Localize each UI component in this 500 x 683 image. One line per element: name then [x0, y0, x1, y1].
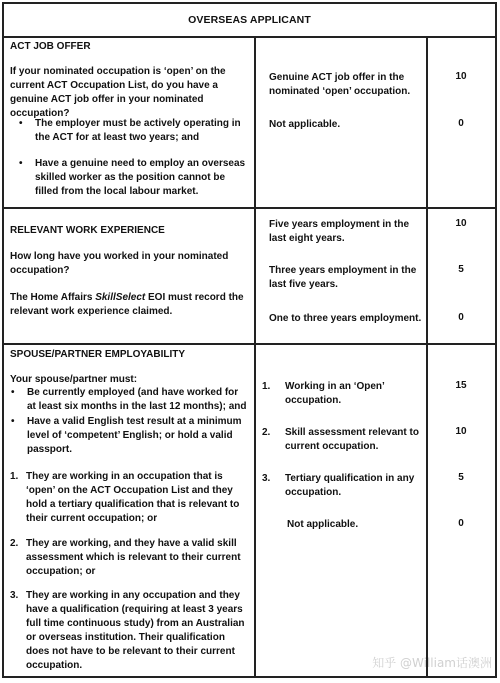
work-option-1-points: 10 [455, 218, 467, 229]
spouse-option-3-label: Tertiary qualification in any occupation. [285, 473, 415, 498]
act-option-1-points: 10 [455, 71, 467, 82]
spouse-numbered-3-n: 3. [10, 590, 19, 601]
section-heading-spouse: SPOUSE/PARTNER EMPLOYABILITY [10, 349, 186, 360]
spouse-option-3-n: 3. [262, 473, 271, 484]
spouse-option-1-n: 1. [262, 381, 271, 392]
act-option-1-label: Genuine ACT job offer in the nominated ‘open’ occupation. [269, 72, 411, 97]
note-text-skillselect: SkillSelect [95, 292, 146, 303]
spouse-numbered-2-text: They are working, and they have a valid skill assessment which is relevant to their current occupation; or [26, 538, 241, 577]
spouse-option-1-label: Working in an ‘Open’ occupation. [285, 381, 385, 406]
spouse-numbered-2-n: 2. [10, 538, 19, 549]
act-option-2-points: 0 [458, 118, 464, 129]
work-option-2-points: 5 [458, 264, 464, 275]
work-option-1-label: Five years employment in the last eight years. [269, 219, 410, 244]
work-option-3-label: One to three years employment. [269, 313, 422, 324]
spouse-numbered-1-n: 1. [10, 471, 19, 482]
row-divider-1 [4, 207, 495, 209]
work-experience-question: How long have you worked in your nominated occupation? [10, 251, 229, 276]
spouse-option-3-points: 5 [458, 472, 464, 483]
note-text-post: EOI must record the relevant work experience claimed. [10, 292, 244, 317]
points-table [2, 2, 497, 678]
spouse-option-1-points: 15 [455, 380, 467, 391]
spouse-option-2-points: 10 [455, 426, 467, 437]
row-divider-2 [4, 343, 495, 345]
act-job-offer-bullet-2: • Have a genuine need to employ an overseas skilled worker as the position cannot be filled from the local labour market. [35, 157, 247, 199]
act-option-2-label: Not applicable. [269, 119, 341, 130]
spouse-option-4-label: Not applicable. [287, 519, 359, 530]
note-text-pre: The Home Affairs [10, 292, 96, 303]
watermark: 知乎 @William话澳洲 [372, 656, 492, 670]
work-option-3-points: 0 [458, 312, 464, 323]
work-option-2-label: Three years employment in the last five years. [269, 265, 417, 290]
work-experience-note [10, 291, 246, 319]
act-job-offer-bullet-1: • The employer must be actively operating in the ACT for at least two years; and [35, 117, 245, 145]
spouse-numbered-1-text: They are working in an occupation that is ‘open’ on the ACT Occupation List and they hold a tertiary qualification that is relevant to their current occupation; or [26, 471, 240, 524]
section-heading-act-job-offer: ACT JOB OFFER [10, 41, 91, 52]
spouse-numbered-3-text: They are working in any occupation and they have a qualification (requiring at least 3 years full time continuous study) from an Australian or overseas institution. Their qualification does not have to be relevant to their current occupation. [26, 590, 245, 671]
spouse-option-4-points: 0 [458, 518, 464, 529]
spouse-option-2-n: 2. [262, 427, 271, 438]
act-job-offer-question: If your nominated occupation is ‘open’ on the current ACT Occupation List, do you have a genuine ACT job offer in your nominated occupation? [10, 66, 226, 119]
spouse-bullet-2: • Have a valid English test result at a minimum level of ‘competent’ English; or hold a valid passport. [27, 415, 249, 457]
table-header: OVERSEAS APPLICANT [4, 4, 495, 38]
section-heading-work-experience: RELEVANT WORK EXPERIENCE [10, 225, 165, 236]
column-divider-2 [426, 36, 428, 676]
spouse-option-2-label: Skill assessment relevant to current occupation. [285, 427, 419, 452]
column-divider-1 [254, 36, 256, 676]
spouse-bullet-1: • Be currently employed (and have worked for at least six months in the last 12 months); and [27, 386, 249, 414]
spouse-intro: Your spouse/partner must: [10, 374, 138, 385]
